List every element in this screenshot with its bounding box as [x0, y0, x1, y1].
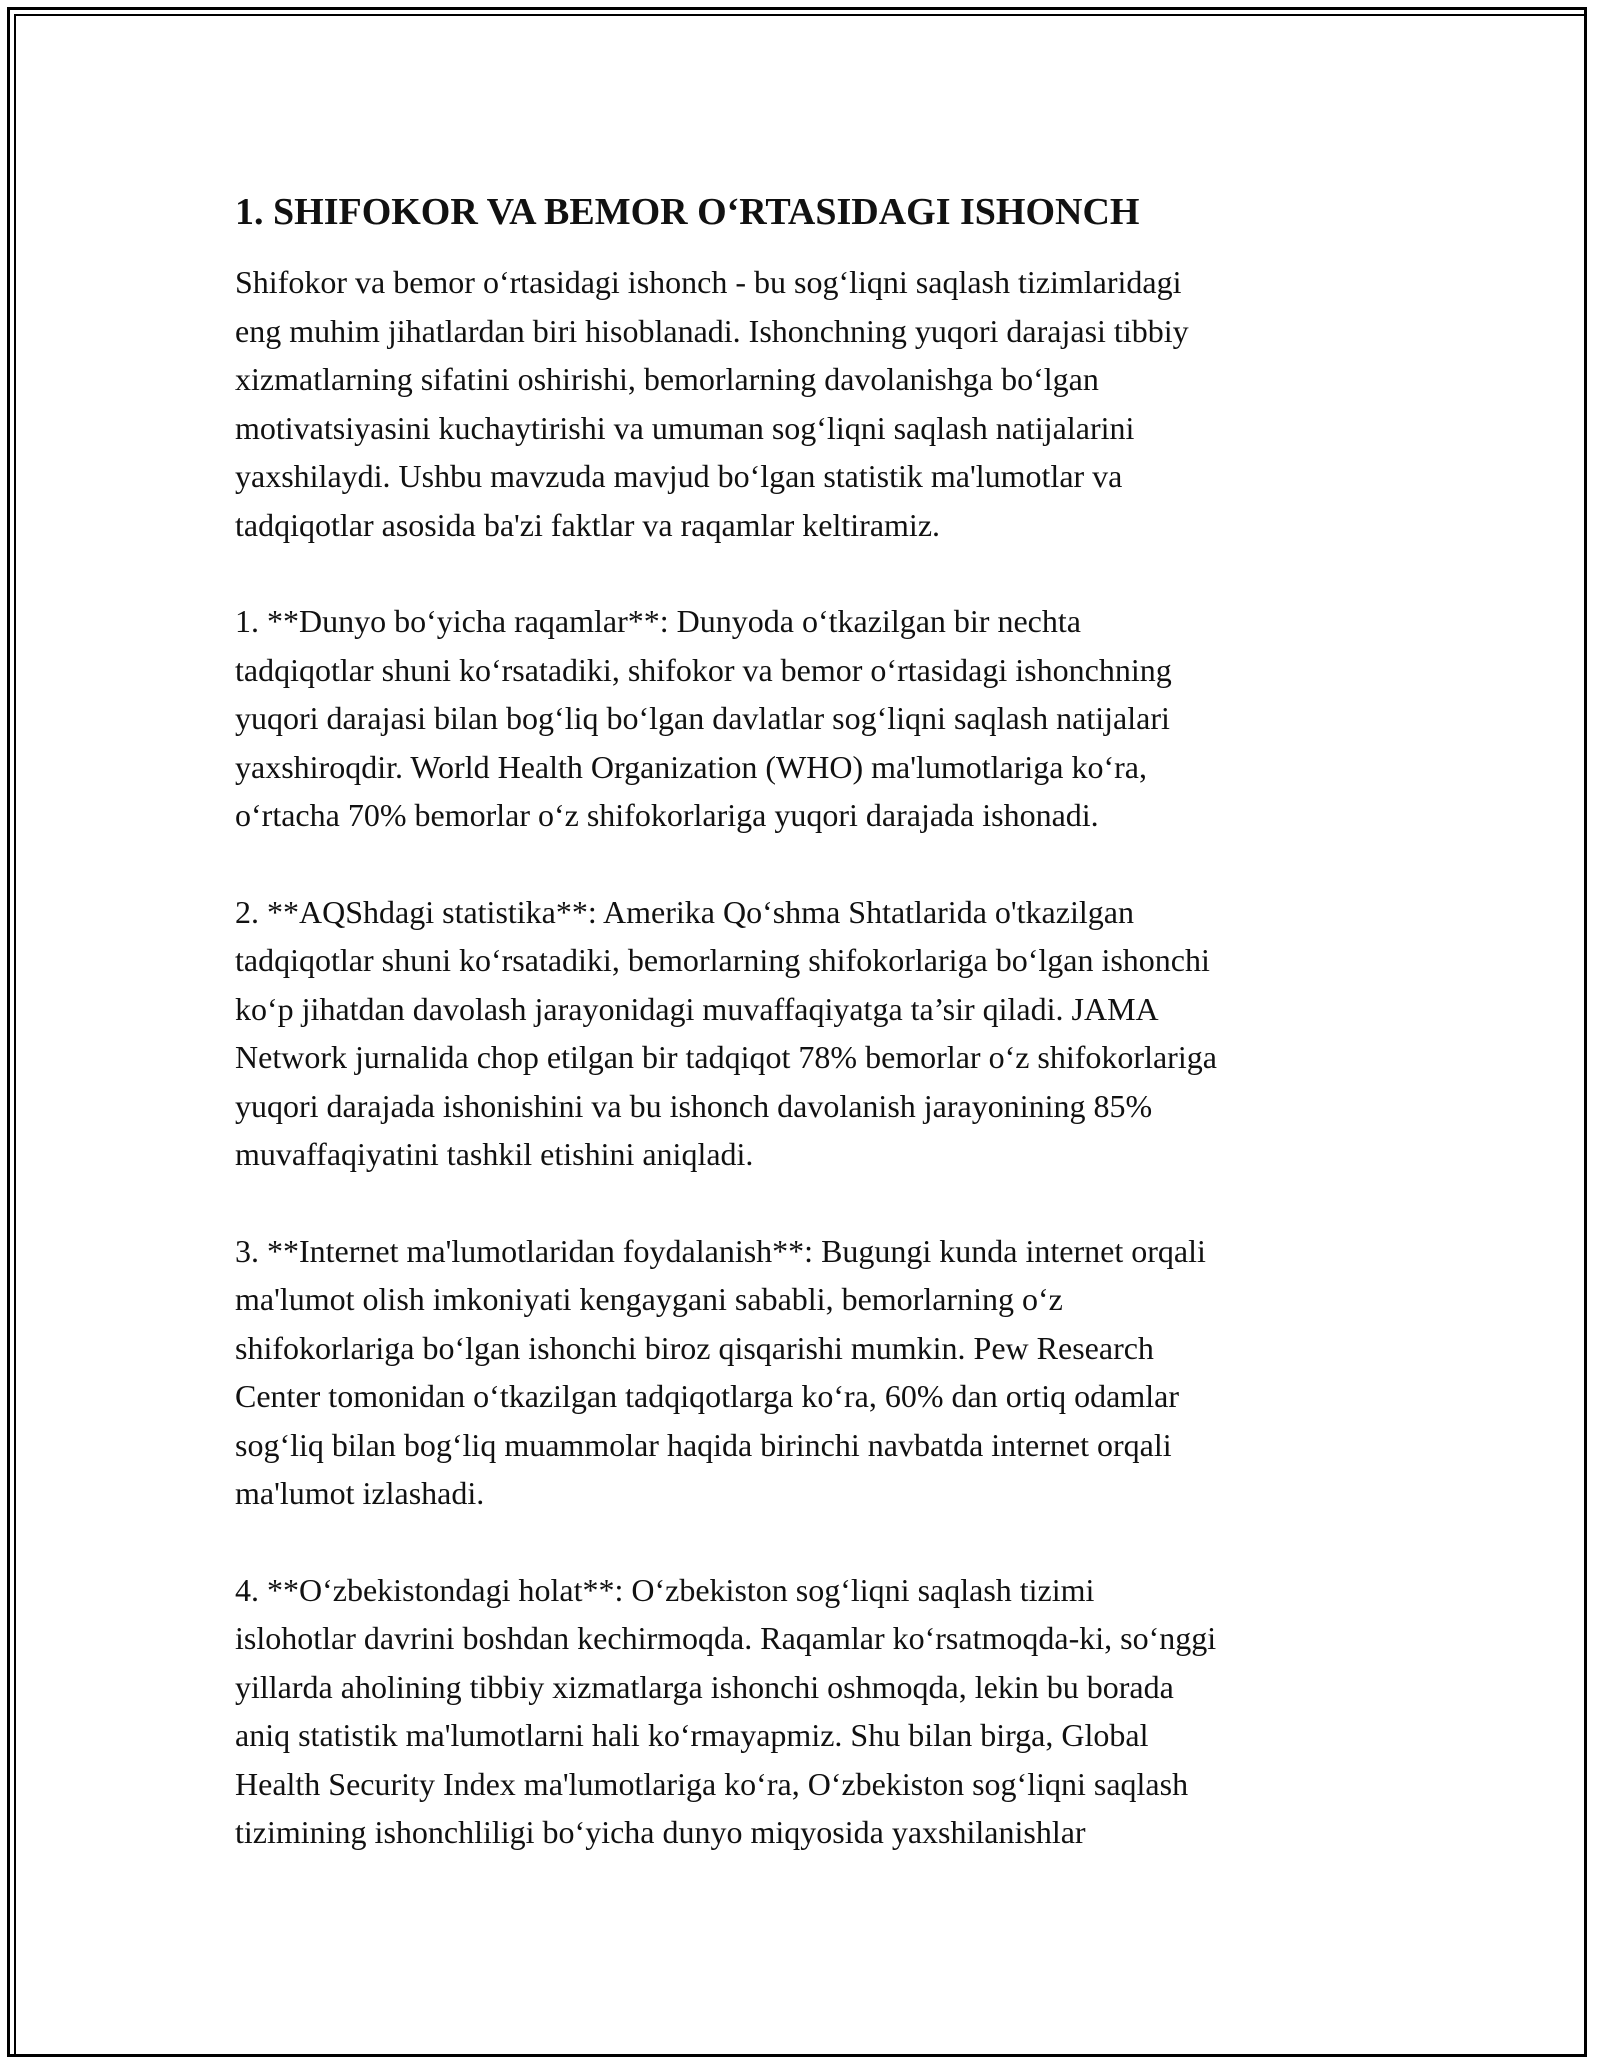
paragraph-world-figures: 1. **Dunyo bo‘yicha raqamlar**: Dunyoda o‘tkazilgan bir nechta tadqiqotlar shuni ko‘rsatadiki, shifokor va bemor o‘rtasidagi ishonchning yuqori darajasi bilan bog‘liq bo‘lgan davlatlar sog‘liqni saqlash natijalari yaxshiroqdir. World Health Organization (WHO) ma'lumotlariga ko‘ra, o‘rtacha 70% bemorlar o‘z shifokorlariga yuqori darajada ishonadi. — [235, 603, 1172, 833]
document-body — [235, 186, 1375, 1857]
section-title: 1. SHIFOKOR VA BEMOR O‘RTASIDAGI ISHONCH — [235, 191, 1140, 233]
intro-paragraph: Shifokor va bemor o‘rtasidagi ishonch - bu sog‘liqni saqlash tizimlaridagi eng muhim jihatlardan biri hisoblanadi. Ishonchning yuqori darajasi tibbiy xizmatlarning sifatini oshirishi, bemorlarning davolanishga bo‘lgan motivatsiyasini kuchaytirishi va umuman sog‘liqni saqlash natijalarini yaxshilaydi. Ushbu mavzuda mavjud bo‘lgan statistik ma'lumotlar va tadqiqotlar asosida ba'zi faktlar va raqamlar keltiramiz. — [235, 264, 1189, 543]
paragraph-uzbekistan-status: 4. **O‘zbekistondagi holat**: O‘zbekiston sog‘liqni saqlash tizimi islohotlar davrini boshdan kechirmoqda. Raqamlar ko‘rsatmoqda-ki, so‘nggi yillarda aholining tibbiy xizmatlarga ishonchi oshmoqda, lekin bu borada aniq statistik ma'lumotlarni hali ko‘rmayapmiz. Shu bilan birga, Global Health Security Index ma'lumotlariga ko‘ra, O‘zbekiston sog‘liqni saqlash tizimining ishonchliligi bo‘yicha dunyo miqyosida yaxshilanishlar — [235, 1571, 1217, 1850]
paragraph-internet-usage: 3. **Internet ma'lumotlaridan foydalanish**: Bugungi kunda internet orqali ma'lumot olish imkoniyati kengaygani sababli, bemorlarning o‘z shifokorlariga bo‘lgan ishonchi biroz qisqarishi mumkin. Pew Research Center tomonidan o‘tkazilgan tadqiqotlarga ko‘ra, 60% dan ortiq odamlar sog‘liq bilan bog‘liq muammolar haqida birinchi navbatda internet orqali ma'lumot izlashadi. — [235, 1232, 1206, 1511]
paragraph-usa-statistics: 2. **AQShdagi statistika**: Amerika Qo‘shma Shtatlarida o'tkazilgan tadqiqotlar shuni ko‘rsatadiki, bemorlarning shifokorlariga bo‘lgan ishonchi ko‘p jihatdan davolash jarayonidagi muvaffaqiyatga ta’sir qiladi. JAMA Network jurnalida chop etilgan bir tadqiqot 78% bemorlar o‘z shifokorlariga yuqori darajada ishonishini va bu ishonch davolanish jarayonining 85% muvaffaqiyatini tashkil etishini aniqladi. — [235, 893, 1217, 1172]
